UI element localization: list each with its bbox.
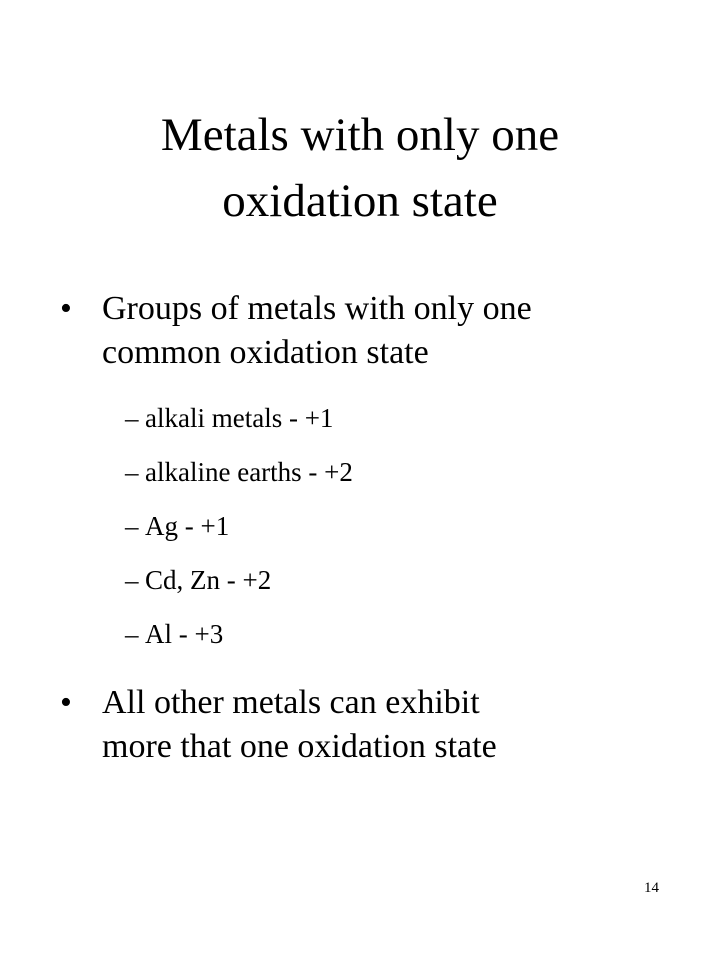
dash-marker: –: [125, 511, 139, 541]
bullet-text: [102, 287, 680, 375]
sub-bullet-text: Cd, Zn - +2: [145, 565, 272, 595]
sub-bullet-item: [125, 506, 645, 560]
bullet-text-line: All other metals can exhibit: [102, 684, 480, 721]
slide-title: [60, 102, 660, 234]
dash-marker: –: [125, 565, 139, 595]
sub-bullet-text: alkali metals - +1: [145, 403, 334, 433]
sub-bullet-text: Al - +3: [145, 619, 224, 649]
slide-title-line-1: Metals with only one: [160, 109, 560, 161]
bullet-marker: •: [60, 290, 72, 327]
dash-marker: –: [125, 457, 139, 487]
bullet-text-line: Groups of metals with only one: [102, 290, 532, 327]
page-number: 14: [644, 880, 659, 896]
dash-marker: –: [125, 403, 139, 433]
bullet-text-line: more that one oxidation state: [102, 728, 497, 765]
sub-bullet-text: alkaline earths - +2: [145, 457, 353, 487]
sub-bullet-item: [125, 452, 645, 506]
sub-bullet-list: [125, 398, 645, 668]
bullet-text: [102, 681, 680, 769]
sub-bullet-item: [125, 560, 645, 614]
sub-bullet-item: [125, 398, 645, 452]
dash-marker: –: [125, 619, 139, 649]
bullet-item: [60, 287, 680, 375]
sub-bullet-text: Ag - +1: [145, 511, 230, 541]
slide-title-line-2: oxidation state: [222, 175, 498, 227]
sub-bullet-item: [125, 614, 645, 668]
bullet-marker: •: [60, 684, 72, 721]
bullet-text-line: common oxidation state: [102, 334, 429, 371]
bullet-item: [60, 681, 680, 769]
